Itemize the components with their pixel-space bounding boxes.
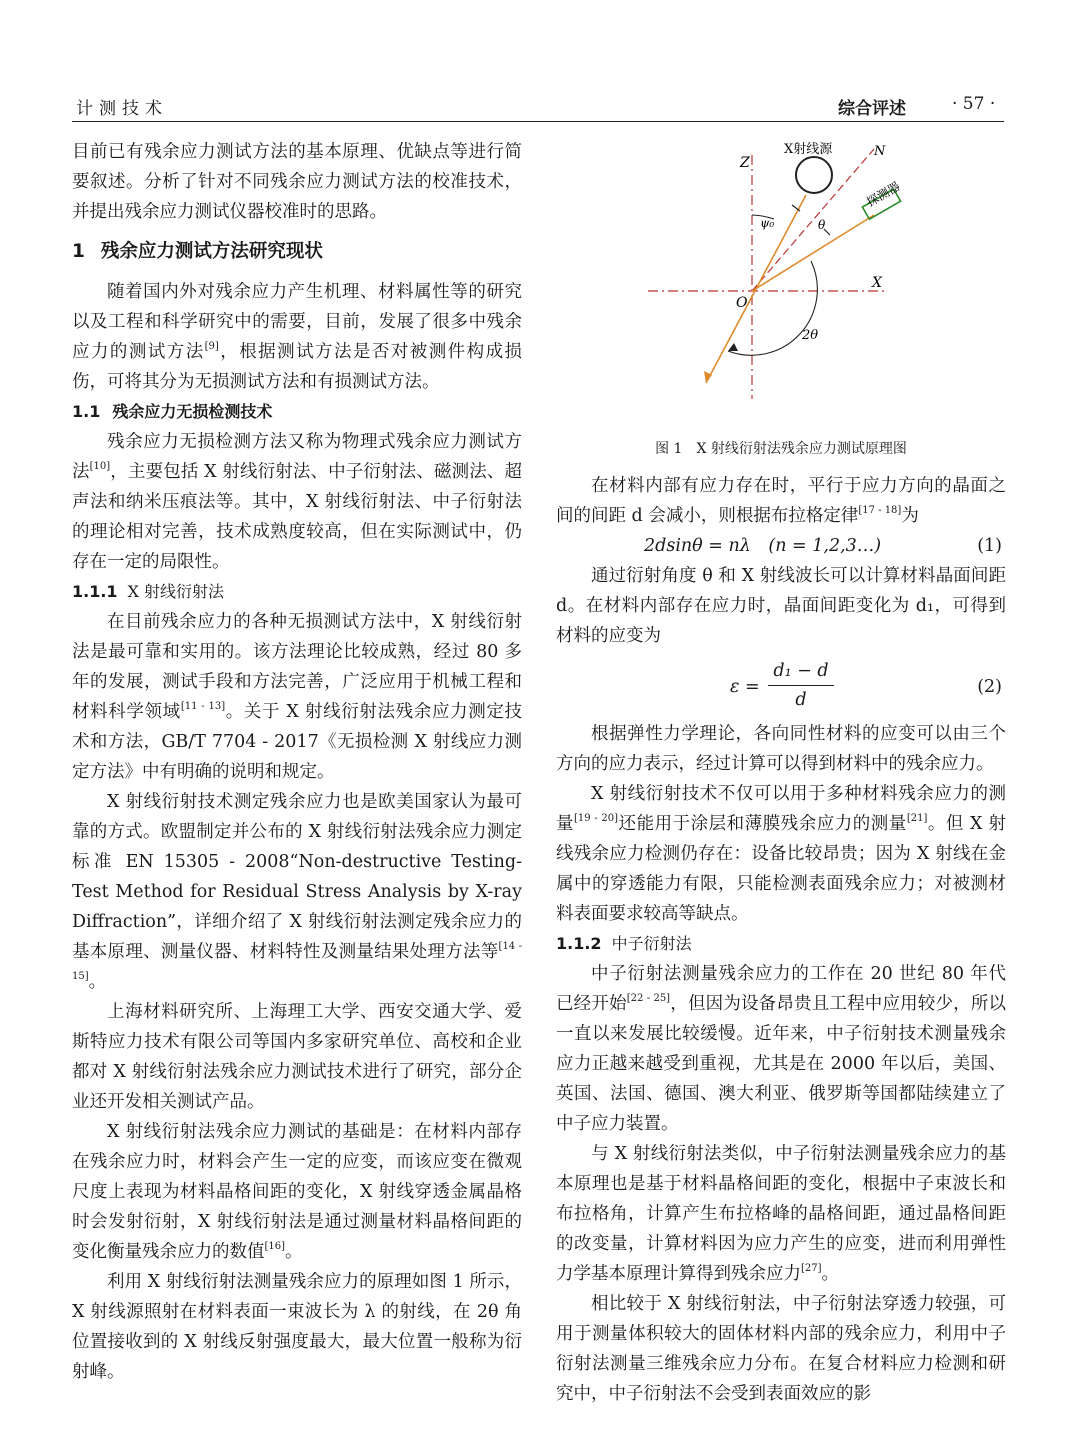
paragraph (556, 471, 1006, 531)
fraction-denominator: d (795, 690, 807, 710)
journal-name: 计测技术 (76, 99, 168, 119)
fraction-numerator: d₁ − d (768, 657, 834, 686)
text: ，但因为设备昂贵且工程中应用较少，所以一直以来发展比较缓慢。近年来，中子衍射技术测量残余应力正越来越受到重视，尤其是在 2000 年以后，美国、英国、法国、德国、澳大利亚、俄罗斯等国都陆续建立了中子应力装置。 (556, 994, 1007, 1134)
x-axis-label: X (872, 275, 882, 291)
subsection-number: 1.1 (72, 402, 101, 421)
paragraph (556, 959, 1006, 1139)
figure-caption: 图 1 X 射线衍射法残余应力测试原理图 (655, 441, 907, 457)
text: 。 (88, 972, 107, 992)
origin-label: O (736, 295, 748, 311)
equation-body: 2dsinθ = nλ (n = 1,2,3…) (644, 536, 882, 556)
n-axis-label: N (874, 144, 886, 159)
arc-arrowhead (728, 343, 738, 351)
text: 。 (285, 1242, 303, 1262)
right-column (556, 137, 1006, 1409)
paragraph (72, 1117, 522, 1267)
citation: [14 - 15] (72, 941, 523, 982)
intro-paragraph: 目前已有残余应力测试方法的基本原理、优缺点等进行简要叙述。分析了针对不同残余应力测试方法的校准技术，并提出残余应力测试仪器校准时的思路。 (72, 142, 522, 222)
text: 还能用于涂层和薄膜残余应力的测量 (618, 814, 907, 834)
source-label: X射线源 (784, 142, 833, 157)
subsubsection-number: 1.1.2 (556, 934, 602, 953)
paragraph (72, 277, 522, 397)
left-column (72, 137, 522, 1387)
paragraph (72, 607, 522, 787)
paragraph (72, 427, 522, 577)
citation: [16] (264, 1241, 286, 1252)
text: 。关于 X 射线衍射法残余应力测定技术和方法，GB/T 7704 - 2017《无损检测 X 射线应力测定方法》中有明确的说明和规定。 (72, 702, 522, 782)
page-header (72, 92, 1004, 120)
equation-fraction (768, 657, 834, 714)
text: 中子衍射法测量残余应力的工作在 20 世纪 80 年代已经开始 (556, 964, 1006, 1014)
text: ，主要包括 X 射线衍射法、中子衍射法、磁测法、超声法和纳米压痕法等。其中，X 射线衍射法、中子衍射法的理论相对完善，技术成熟度较高，但在实际测试中，仍存在一定的局限性。 (72, 462, 522, 572)
paragraph (556, 779, 1006, 929)
paragraph: 相比较于 X 射线衍射法，中子衍射法穿透力较强，可用于测量体积较大的固体材料内部的残余应力，利用中子衍射法测量三维残余应力分布。在复合材料应力检测和研究中，中子衍射法不会受到表面效应的影 (556, 1294, 1006, 1404)
subsubsection-title: X 射线衍射法 (127, 582, 225, 601)
page-number: · 57 · (952, 94, 996, 114)
equation-1 (556, 531, 1006, 561)
text: 。 (821, 1264, 840, 1284)
equation-lhs: ε = (730, 677, 760, 697)
section-1-heading (72, 237, 522, 267)
citation: [21] (906, 813, 928, 824)
subsubsection-number: 1.1.1 (72, 582, 118, 601)
equation-2 (556, 657, 1006, 717)
citation: [9] (204, 341, 219, 352)
section-name: 综合评述 (838, 99, 906, 119)
detector-label: 探测器 (864, 179, 903, 210)
subsubsection-title: 中子衍射法 (611, 934, 692, 953)
figure-1 (556, 137, 1006, 437)
paragraph: 上海材料研究所、上海理工大学、西安交通大学、爱斯特应力技术有限公司等国内多家研究单位、高校和企业都对 X 射线衍射法残余应力测试技术进行了研究，部分企业还开发相关测试产品。 (72, 1002, 522, 1112)
two-theta-label: 2θ (802, 328, 819, 343)
citation: [27] (801, 1263, 822, 1274)
citation: [10] (89, 461, 111, 472)
subsection-1-1-heading (72, 397, 522, 427)
psi-label: ψ₀ (760, 216, 775, 230)
text: 在目前残余应力的各种无损测试方法中，X 射线衍射法是最可靠和实用的。该方法理论比较成熟，经过 80 多年的发展，测试手段和方法完善，广泛应用于机械工程和材料科学领域 (72, 612, 522, 722)
text: 为 (901, 506, 919, 526)
text: 。但 X 射线残余应力检测仍存在：设备比较昂贵；因为 X 射线在金属中的穿透能力有限，只能检测表面残余应力；对被测材料表面要求较高等缺点。 (556, 814, 1007, 924)
paragraph: 利用 X 射线衍射法测量残余应力的原理如图 1 所示，X 射线源照射在材料表面一束波长为 λ 的射线，在 2θ 角位置接收到的 X 射线反射强度最大，最大位置一般称为衍射峰。 (72, 1272, 522, 1382)
equation-number: (2) (977, 677, 1002, 697)
header-rule (72, 121, 1004, 122)
subsection-title: 残余应力无损检测技术 (112, 402, 273, 421)
text: 随着国内外对残余应力产生机理、材料属性等的研究以及工程和科学研究中的需要，目前，发展了很多中残余应力的测试方法 (72, 282, 522, 362)
xray-source-icon (796, 157, 832, 193)
diffraction-diagram (556, 137, 1006, 409)
text: X 射线衍射技术测定残余应力也是欧美国家认为最可靠的方式。欧盟制定并公布的 X 射线衍射法残余应力测定标准 EN 15305 - 2008“Non-destructive Testing-Test Method for Residual Stress Analysis by X-ray Diffraction”，详细介绍了 X 射线衍射法测定残余应力的基本原理、测量仪器、材料特性及测量结果处理方法等 (72, 792, 522, 962)
citation: [22 - 25] (626, 993, 671, 1004)
z-axis-label: Z (740, 155, 750, 171)
paragraph: 根据弹性力学理论，各向同性材料的应变可以由三个方向的应力表示，经过计算可以得到材料中的残余应力。 (556, 724, 1006, 774)
citation: [19 - 20] (574, 813, 619, 824)
equation-number: (1) (977, 536, 1002, 556)
section-title: 残余应力测试方法研究现状 (100, 241, 323, 262)
text: 在材料内部有应力存在时，平行于应力方向的晶面之间的间距 d 会减小，则根据布拉格定律 (556, 476, 1006, 526)
citation: [11 - 13] (180, 701, 226, 712)
theta-label: θ (818, 218, 826, 232)
section-number: 1 (72, 241, 85, 262)
text: X 射线衍射技术不仅可以用于多种材料残余应力的测量 (556, 784, 1006, 834)
text: ，根据测试方法是否对被测件构成损伤，可将其分为无损测试方法和有损测试方法。 (72, 342, 523, 392)
paragraph: 通过衍射角度 θ 和 X 射线波长可以计算材料晶面间距 d。在材料内部存在应力时，晶面间距变化为 d₁，可得到材料的应变为 (556, 566, 1006, 646)
subsubsection-1-1-2-heading (556, 929, 1006, 959)
subsubsection-1-1-1-heading (72, 577, 522, 607)
text: 与 X 射线衍射法类似，中子衍射法测量残余应力的基本原理也是基于材料晶格间距的变化，根据中子束波长和布拉格角，计算产生布拉格峰的晶格间距，通过晶格间距的改变量，计算材料因为应力产生的应变，进而利用弹性力学基本原理计算得到残余应力 (556, 1144, 1006, 1284)
paragraph (556, 1139, 1006, 1289)
paragraph (72, 787, 522, 997)
citation: [17 - 18] (858, 505, 902, 516)
text: X 射线衍射法残余应力测试的基础是：在材料内部存在残余应力时，材料会产生一定的应变，而该应变在微观尺度上表现为材料晶格间距的变化，X 射线穿透金属晶格时会发射衍射，X 射线衍射法是通过测量材料晶格间距的变化衡量残余应力的数值 (72, 1122, 522, 1262)
text: 残余应力无损检测方法又称为物理式残余应力测试方法 (72, 432, 522, 482)
